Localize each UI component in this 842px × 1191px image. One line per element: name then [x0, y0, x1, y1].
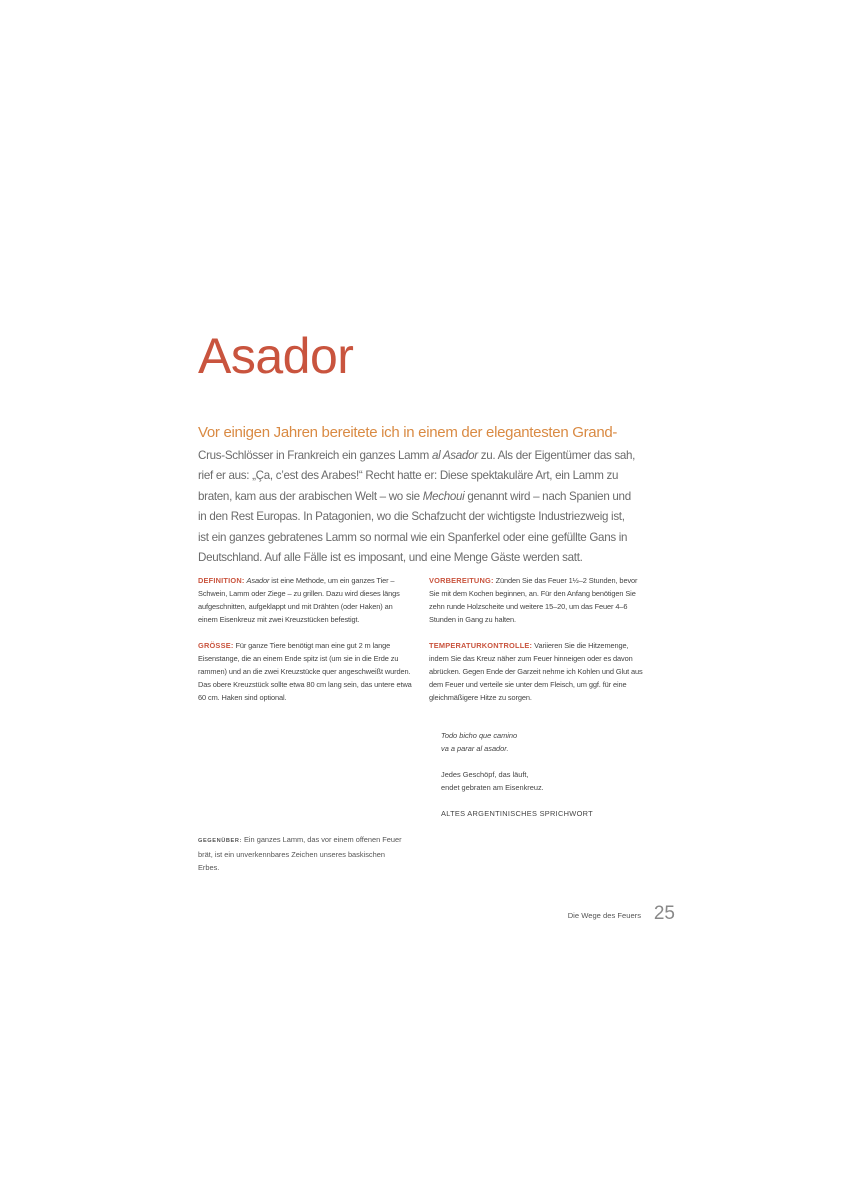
temperatur-text: Variieren Sie die Hitzemenge, indem Sie das Kreuz näher zum Feuer hinneigen oder es davon abrücken. Gegen Ende der Garzeit nehme ich Kohlen und Glut aus dem Feuer und verteile sie unter dem Fleisch, um ggf. für eine gleichmäßigere Hitze zu sorgen.	[429, 641, 643, 702]
groesse-label: GRÖSSE:	[198, 641, 234, 650]
groesse-text: Für ganze Tiere benötigt man eine gut 2 m lange Eisenstange, die an einem Ende spitz ist (um sie in die Erde zu rammen) und an die zwei Kreuzstücke quer angeschweißt wurden. Das obere Kreuzstück sollte etwa 80 cm lang sein, das untere etwa 60 cm. Haken sind optional.	[198, 641, 412, 702]
proverb-quote	[441, 729, 641, 833]
definition-emphasis: Asador	[246, 576, 270, 585]
temperatur-label: TEMPERATURKONTROLLE:	[429, 641, 533, 650]
proverb-german	[441, 768, 641, 794]
definition-paragraph	[198, 574, 413, 626]
proverb-german-line-1: Jedes Geschöpf, das läuft,	[441, 770, 529, 779]
vorbereitung-label: VORBEREITUNG:	[429, 576, 494, 585]
page-footer	[560, 902, 675, 928]
proverb-spanish-line-1: Todo bicho que camino	[441, 731, 518, 740]
caption-label: GEGENÜBER:	[198, 838, 242, 844]
proverb-german-line-2: endet gebraten am Eisenkreuz.	[441, 783, 544, 792]
left-column	[198, 574, 413, 717]
temperatur-paragraph	[429, 639, 644, 704]
right-column	[429, 574, 644, 717]
proverb-spanish	[441, 729, 641, 755]
intro-emphasis-asador: al Asador	[431, 449, 478, 462]
proverb-source: ALTES ARGENTINISCHES SPRICHWORT	[441, 809, 593, 818]
photo-caption	[198, 833, 408, 874]
intro-text-2: zu. Als der Eigentümer das sah, rief er aus: „Ça, c’est des Arabes!“ Recht hatte er: Diese spektakuläre Art, ein Lamm zu braten, kam aus der arabischen Welt – wo sie	[198, 449, 636, 503]
intro-lead: Vor einigen Jahren bereitete ich in einem der elegantesten Grand-	[198, 424, 618, 441]
intro-paragraph	[198, 420, 638, 568]
intro-emphasis-mechoui: Mechoui	[422, 489, 465, 503]
chapter-title: Die Wege des Feuers	[567, 911, 641, 920]
definition-text: ist eine Methode, um ein ganzes Tier – Schwein, Lamm oder Ziege – zu grillen. Dazu wird dieses längs aufgeschnitten, aufgeklappt und mit Drähten (oder Haken) an einem Eisenkreuz mit zwei Kreuzstücken befestigt.	[198, 576, 400, 624]
proverb-spanish-line-2: va a parar al asador.	[441, 744, 509, 753]
page-title: Asador	[198, 328, 354, 384]
groesse-paragraph	[198, 639, 413, 704]
vorbereitung-paragraph	[429, 574, 644, 626]
vorbereitung-text: Zünden Sie das Feuer 1½–2 Stunden, bevor Sie mit dem Kochen beginnen, an. Für den Anfang benötigen Sie zehn runde Holzscheite und weitere 15–20, um das Feuer 4–6 Stunden in Gang zu halten.	[429, 576, 638, 624]
intro-text-3: genannt wird – nach Spanien und in den Rest Europas. In Patagonien, wo die Schafzucht der wichtigste Industriezweig ist, ist ein ganzes gebratenes Lamm so normal wie ein Spanferkel oder eine gefüllte Gans in Deutschland. Auf alle Fälle ist es imposant, und eine Menge Gäste werden satt.	[198, 489, 631, 565]
caption-text: Ein ganzes Lamm, das vor einem offenen Feuer brät, ist ein unverkennbares Zeichen unseres baskischen Erbes.	[198, 835, 402, 872]
intro-text-1: Crus-Schlösser in Frankreich ein ganzes Lamm	[198, 449, 432, 462]
definition-label: DEFINITION:	[198, 576, 245, 585]
page-number: 25	[653, 903, 675, 924]
